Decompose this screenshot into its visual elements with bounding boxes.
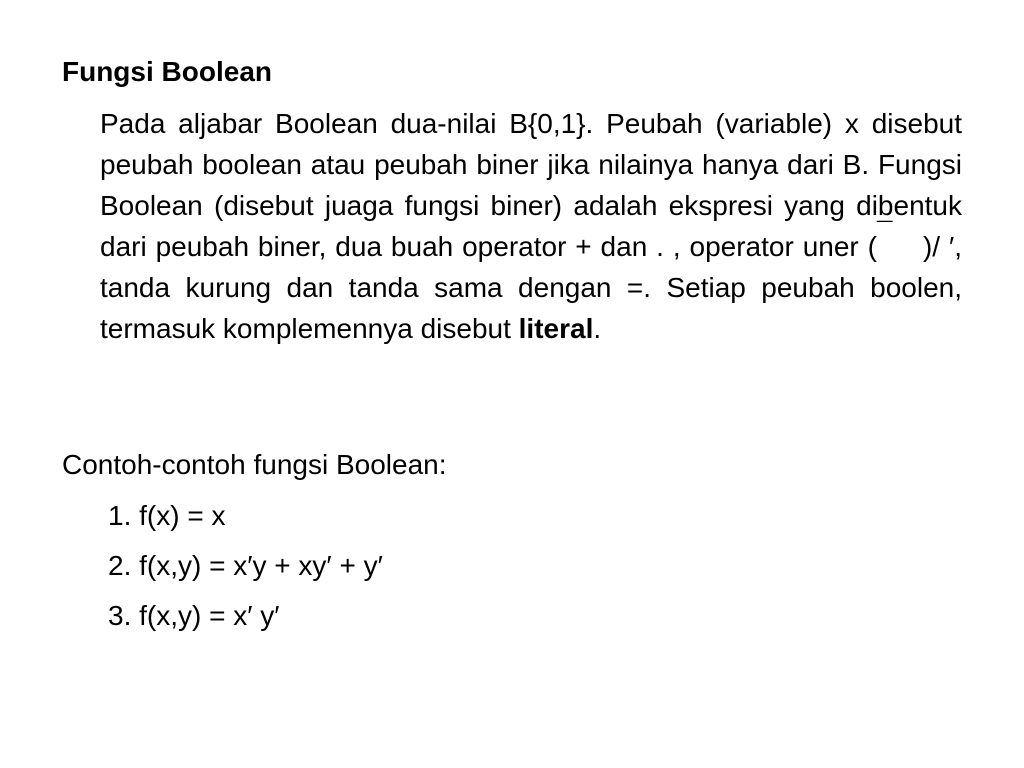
definition-paragraph <box>100 103 962 349</box>
examples-title: Contoh-contoh fungsi Boolean: <box>62 449 447 480</box>
example-item: 3. f(x,y) = x′ y′ <box>108 600 280 631</box>
macron-symbol: ¯ <box>876 217 893 248</box>
paragraph-text-part1: Pada aljabar Boolean dua-nilai B{0,1}. Peubah (variable) x disebut peubah boolean atau peubah biner jika nilainya hanya dari B. Fungsi Boolean (disebut juaga fungsi biner) adalah ekspresi yang dibentuk dari peubah biner, dua buah operator + dan . , operator uner ( <box>100 108 962 262</box>
paragraph-text-part2: )/ ′, tanda kurung dan tanda sama dengan =. Setiap peubah boolen, termasuk komplemennya disebut <box>100 231 962 344</box>
example-item: 1. f(x) = x <box>108 500 226 531</box>
example-item: 2. f(x,y) = x′y + xy′ + y′ <box>108 550 383 581</box>
paragraph-text-part3: . <box>593 313 602 344</box>
slide-heading: Fungsi Boolean <box>62 56 272 87</box>
literal-term: literal <box>518 313 594 344</box>
